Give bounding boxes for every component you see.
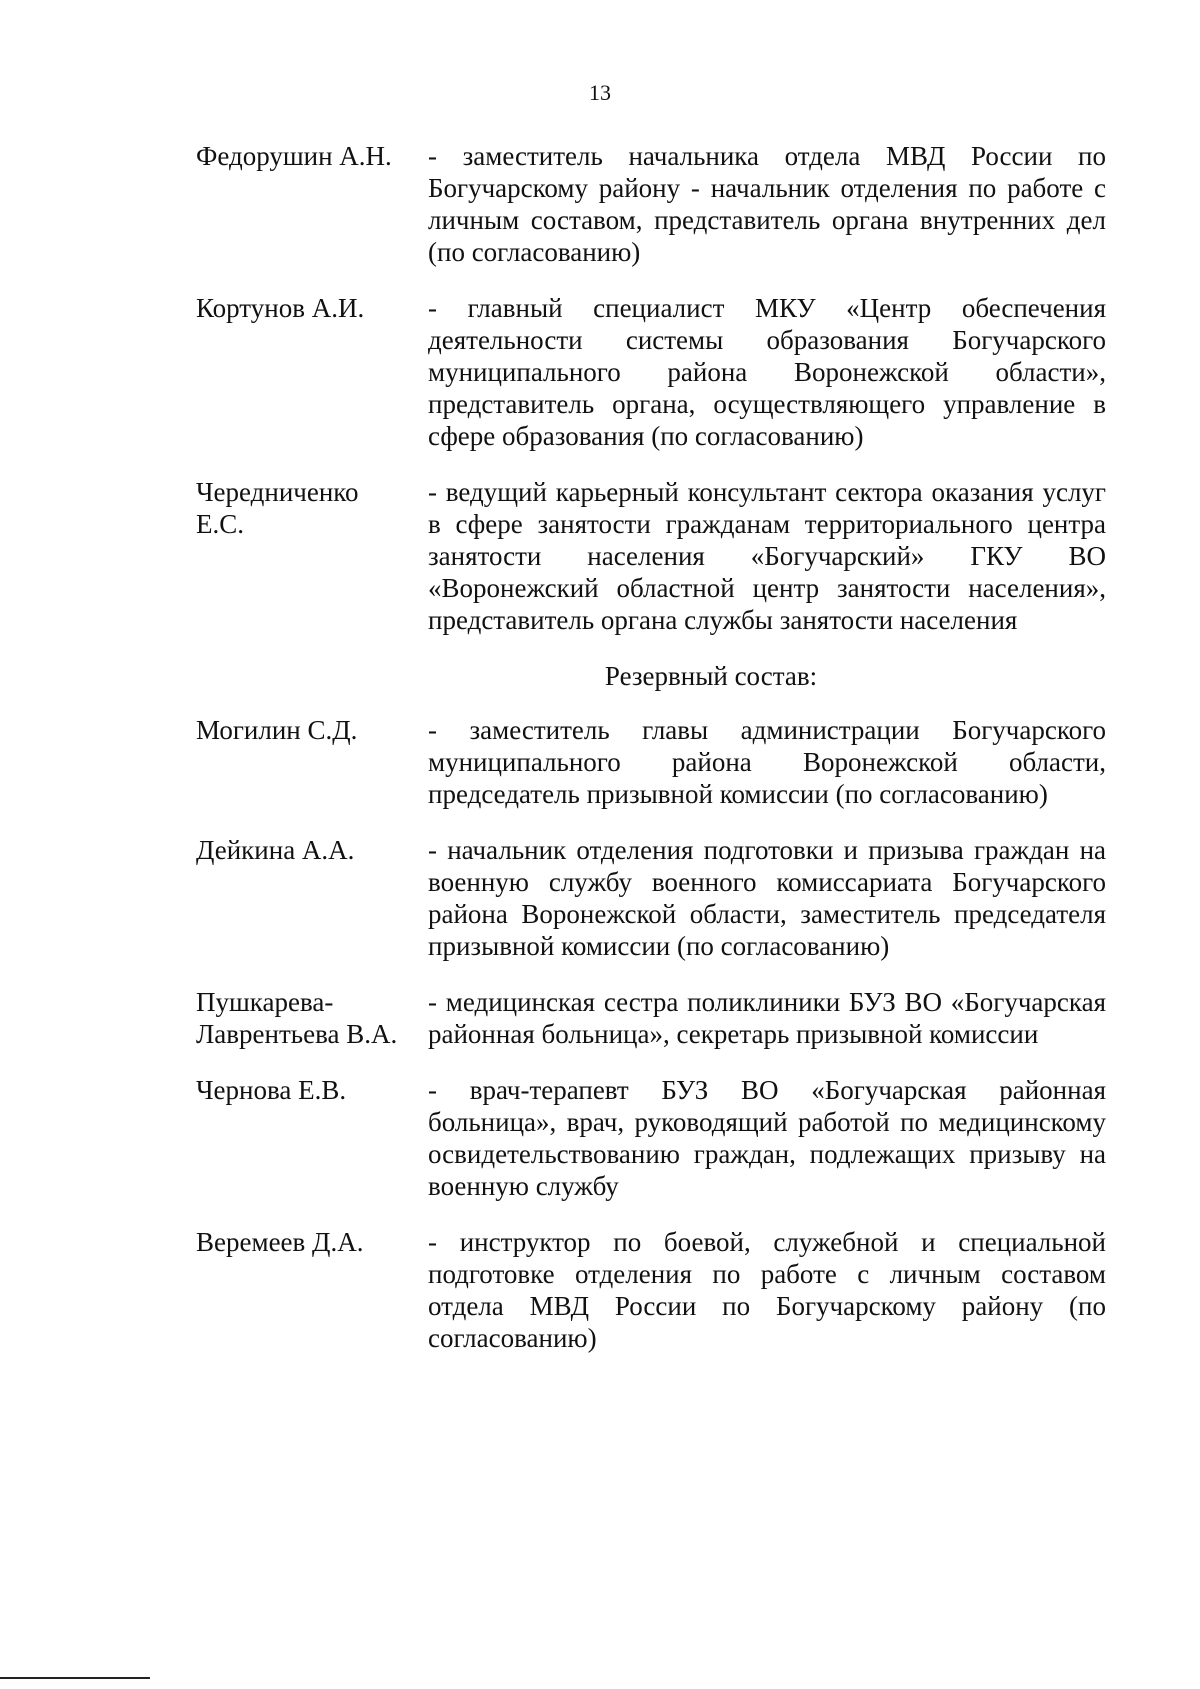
- member-entry: [196, 140, 1106, 268]
- member-entry: [196, 476, 1106, 636]
- reserve-member-name: Могилин С.Д.: [196, 715, 358, 745]
- reserve-member-entry: [196, 986, 1106, 1050]
- reserve-member-name: Веремеев Д.А.: [196, 1227, 364, 1257]
- reserve-member-description: - врач-терапевт БУЗ ВО «Богучарская районная больница», врач, руководящий работой по медицинскому освидетельствованию граждан, подлежащих призыву на военную службу: [428, 1075, 1106, 1201]
- member-description: - заместитель начальника отдела МВД России по Богучарскому району - начальник отделения по работе с личным составом, представитель органа внутренних дел (по согласованию): [428, 141, 1106, 267]
- reserve-member-description: - инструктор по боевой, служебной и специальной подготовке отделения по работе с личным составом отдела МВД России по Богучарскому району (по согласованию): [428, 1227, 1106, 1353]
- reserve-member-description: - медицинская сестра поликлиники БУЗ ВО «Богучарская районная больница», секретарь призывной комиссии: [428, 987, 1106, 1049]
- member-name: Федорушин А.Н.: [196, 141, 392, 171]
- page-number: 13: [589, 80, 611, 105]
- reserve-member-name: Пушкарева- Лаврентьева В.А.: [196, 987, 398, 1049]
- reserve-member-description: - заместитель главы администрации Богучарского муниципального района Воронежской области, председатель призывной комиссии (по согласованию): [428, 715, 1106, 809]
- reserve-member-name: Чернова Е.В.: [196, 1075, 347, 1105]
- reserve-member-entry: [196, 834, 1106, 962]
- reserve-member-entry: [196, 714, 1106, 810]
- member-entry: [196, 292, 1106, 452]
- reserve-heading: Резервный состав:: [604, 661, 818, 691]
- reserve-member-entry: [196, 1074, 1106, 1202]
- member-description: - главный специалист МКУ «Центр обеспечения деятельности системы образования Богучарского муниципального района Воронежской области», представитель органа, осуществляющего управление в сфере образования (по согласованию): [428, 293, 1106, 451]
- member-description: - ведущий карьерный консультант сектора оказания услуг в сфере занятости гражданам территориального центра занятости населения «Богучарский» ГКУ ВО «Воронежский областной центр занятости населения», представитель органа службы занятости населения: [428, 477, 1106, 635]
- member-name: Чередниченко Е.С.: [196, 477, 359, 539]
- reserve-member-name: Дейкина А.А.: [196, 835, 355, 865]
- reserve-member-description: - начальник отделения подготовки и призыва граждан на военную службу военного комиссариата Богучарского района Воронежской области, заместитель председателя призывной комиссии (по согласованию): [428, 835, 1106, 961]
- bottom-rule: [0, 1677, 150, 1679]
- reserve-member-entry: [196, 1226, 1106, 1354]
- member-name: Кортунов А.И.: [196, 293, 365, 323]
- commission-list: [196, 140, 1106, 1378]
